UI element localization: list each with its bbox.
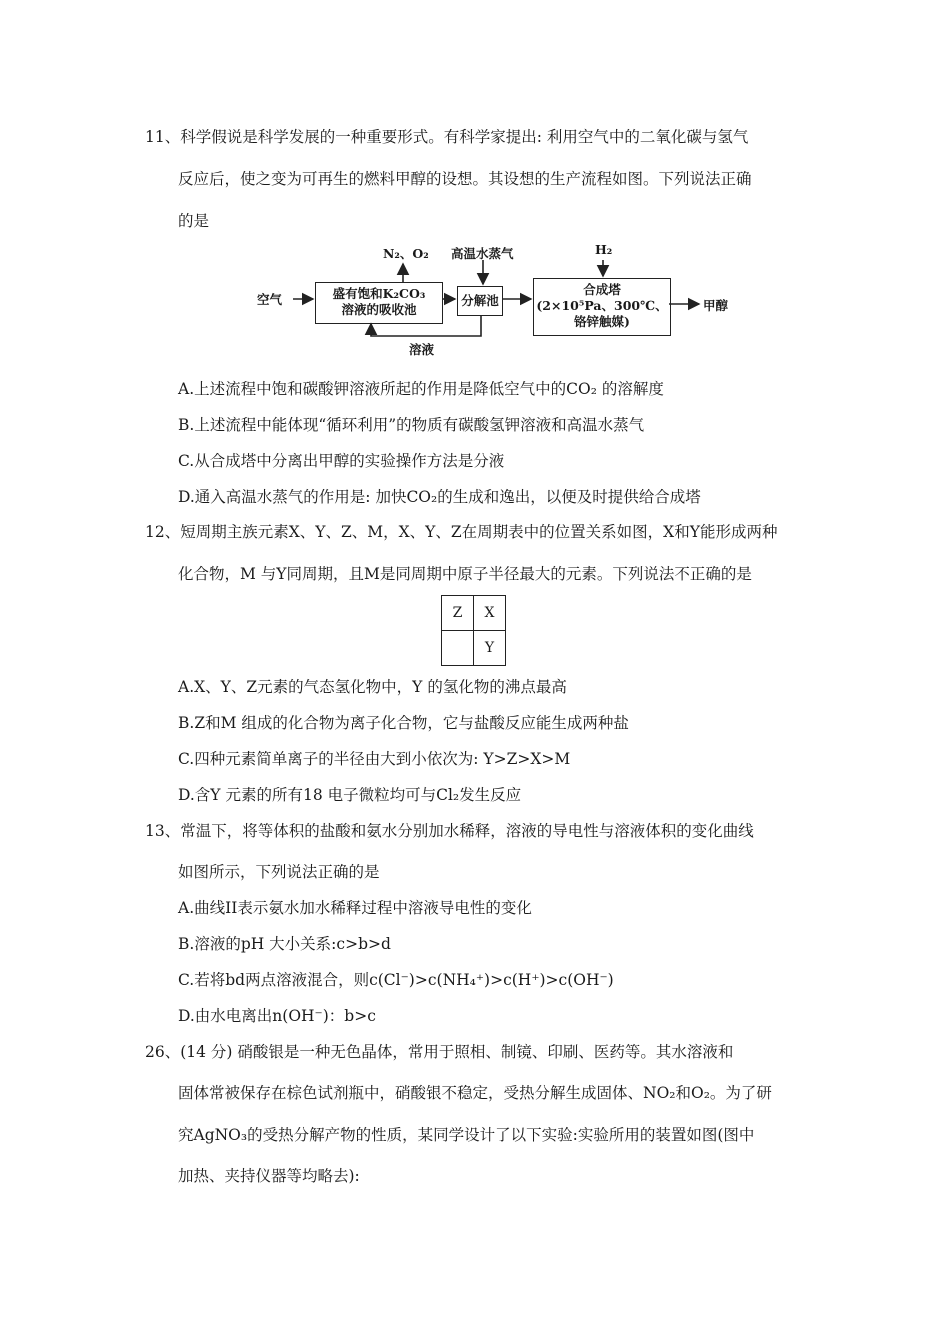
q12-option-c: C.四种元素简单离子的半径由大到小依次为: Y>Z>X>M [178,750,571,768]
grid-cell-y: Y [474,631,506,666]
q26-stem-text1: (14 分) 硝酸银是一种无色晶体，常用于照相、制镜、印刷、医药等。其水溶液和 [180,1043,734,1061]
flow-solution-label: 溶液 [409,342,435,357]
flow-absorber-line1: 盛有饱和K₂CO₃ [332,286,426,301]
flow-methanol-label: 甲醇 [703,298,729,313]
q11-option-c: C.从合成塔中分离出甲醇的实验操作方法是分液 [178,452,505,470]
q12-option-b: B.Z和M 组成的化合物为离子化合物，它与盐酸反应能生成两种盐 [178,714,629,732]
q13-option-b: B.溶液的pH 大小关系:c>b>d [178,935,391,953]
q11-option-d: D.通入高温水蒸气的作用是: 加快CO₂的生成和逸出，以便及时提供给合成塔 [178,488,701,506]
flow-absorber-box [315,282,443,324]
periodic-position-grid [441,595,506,666]
q12-option-d: D.含Y 元素的所有18 电子微粒均可与Cl₂发生反应 [178,786,522,804]
q26-number: 26、 [145,1043,181,1061]
flow-h2-label: H₂ [595,242,613,257]
q13-stem-line1 [145,821,754,841]
q12-number: 12、 [145,523,181,541]
q13-number: 13、 [145,822,181,840]
q26-stem-line2: 固体常被保存在棕色试剂瓶中，硝酸银不稳定，受热分解生成固体、NO₂和O₂。为了研 [178,1084,772,1102]
grid-cell-empty [442,631,474,666]
flow-tower-box [533,278,671,336]
q26-stem-line1 [145,1042,733,1062]
q11-flowchart [255,238,765,362]
q13-option-d: D.由水电离出n(OH⁻)：b>c [178,1007,376,1025]
flow-tower-line1: 合成塔 [583,282,621,297]
q26-stem-line3: 究AgNO₃的受热分解产物的性质，某同学设计了以下实验:实验所用的装置如图(图中 [178,1126,755,1144]
q12-stem-line1 [145,522,777,542]
q13-option-a: A.曲线II表示氨水加水稀释过程中溶液导电性的变化 [178,899,532,917]
grid-cell-z: Z [442,596,474,631]
flow-steam-label: 高温水蒸气 [451,246,514,261]
flow-tower-line2: (2×10⁵Pa、300℃、 [536,298,668,313]
q26-stem-line4: 加热、夹持仪器等均略去): [178,1167,360,1185]
flow-air-label: 空气 [257,292,283,307]
q13-stem-line2: 如图所示，下列说法正确的是 [178,863,380,881]
q11-number: 11、 [145,128,181,146]
q12-option-a: A.X、Y、Z元素的气态氢化物中，Y 的氢化物的沸点最高 [178,678,567,696]
flow-tower-line3: 铬锌触媒) [574,314,630,329]
q11-option-b: B.上述流程中能体现“循环利用”的物质有碳酸氢钾溶液和高温水蒸气 [178,416,645,434]
grid-cell-x: X [474,596,506,631]
q13-stem-text1: 常温下，将等体积的盐酸和氨水分别加水稀释，溶液的导电性与溶液体积的变化曲线 [180,822,754,840]
q11-stem-text1: 科学假说是科学发展的一种重要形式。有科学家提出: 利用空气中的二氧化碳与氢气 [180,128,749,146]
q11-option-a: A.上述流程中饱和碳酸钾溶液所起的作用是降低空气中的CO₂ 的溶解度 [178,380,664,398]
q13-option-c: C.若将bd两点溶液混合，则c(Cl⁻)>c(NH₄⁺)>c(H⁺)>c(OH⁻) [178,971,614,989]
flow-n2o2-label: N₂、O₂ [383,246,429,261]
q11-stem-line1 [145,127,748,147]
q12-stem-text1: 短周期主族元素X、Y、Z、M，X、Y、Z在周期表中的位置关系如图，X和Y能形成两种 [180,523,778,541]
flow-decomposer-box: 分解池 [457,286,503,316]
q11-stem-line2: 反应后，使之变为可再生的燃料甲醇的设想。其设想的生产流程如图。下列说法正确 [178,170,752,188]
q11-stem-line3: 的是 [178,212,210,230]
flow-absorber-line2: 溶液的吸收池 [341,302,417,317]
q12-stem-line2: 化合物，M 与Y同周期，且M是同周期中原子半径最大的元素。下列说法不正确的是 [178,565,752,583]
